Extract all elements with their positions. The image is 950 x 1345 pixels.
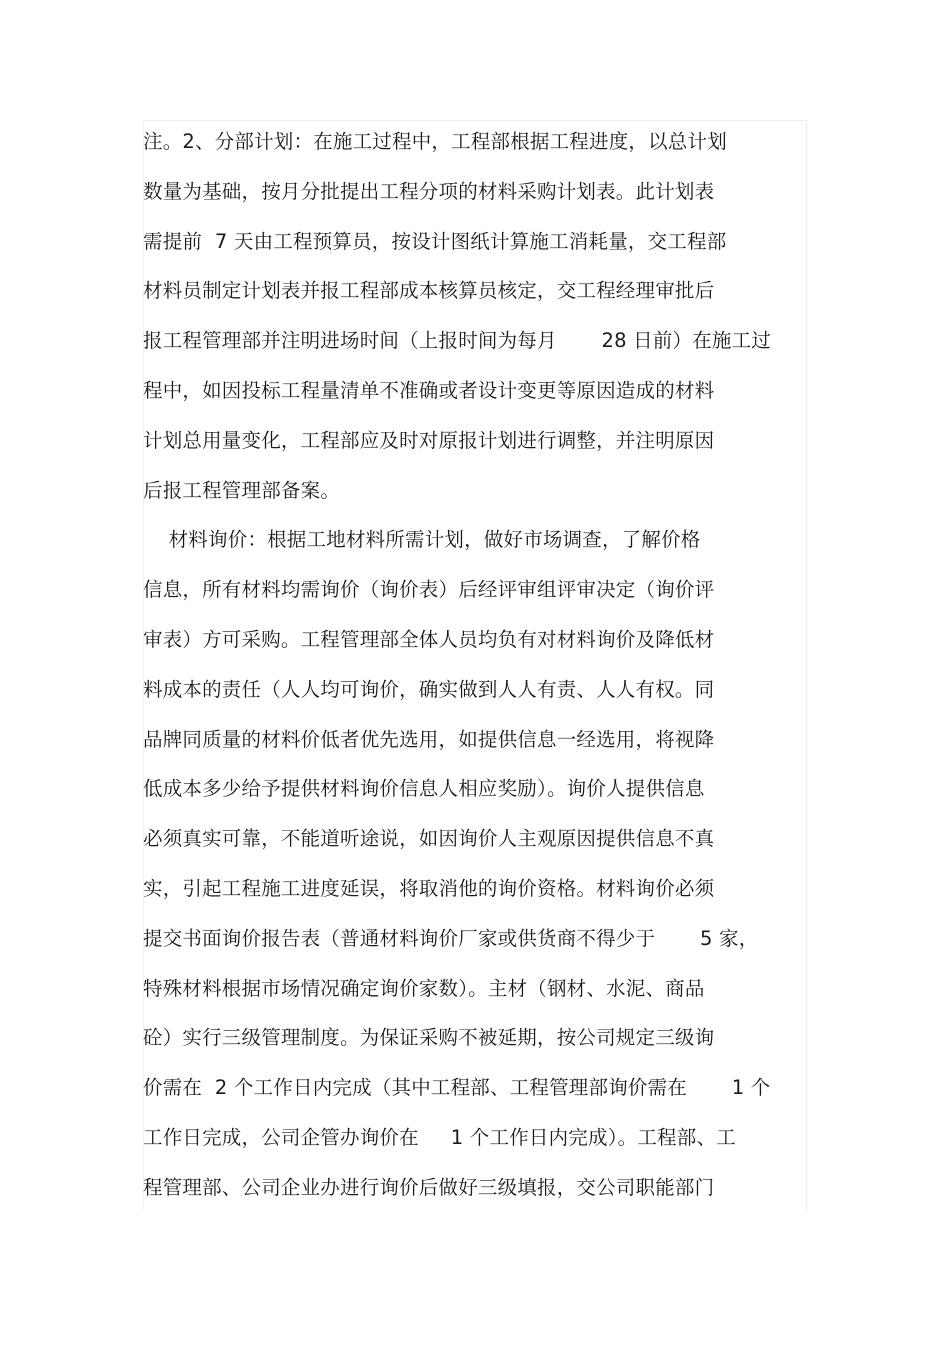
text-line: 程管理部、公司企业办进行询价后做好三级填报，交公司职能部门 — [143, 1175, 715, 1199]
text-line: 计划总用量变化，工程部应及时对原报计划进行调整，并注明原因 — [143, 428, 715, 452]
document-body — [143, 117, 808, 1213]
text-line: 信息，所有材料均需询价（询价表）后经评审组评审决定（询价评 — [143, 578, 715, 602]
text-line: 实，引起工程施工进度延误，将取消他的询价资格。材料询价必须 — [143, 876, 715, 900]
text-line: 后报工程管理部备案。 — [143, 478, 341, 502]
text-line: 低成本多少给予提供材料询价信息人相应奖励）。询价人提供信息 — [143, 777, 705, 801]
text-line: 品牌同质量的材料价低者优先选用，如提供信息一经选用，将视降 — [143, 727, 715, 751]
text-line: 报工程管理部并注明进场时间（上报时间为每月 28 日前）在施工过 — [143, 329, 772, 353]
text-line: 需提前 7 天由工程预算员，按设计图纸计算施工消耗量，交工程部 — [143, 229, 727, 253]
text-line: 材料询价：根据工地材料所需计划，做好市场调查，了解价格 — [143, 528, 701, 552]
text-line: 必须真实可靠，不能道听途说，如因询价人主观原因提供信息不真 — [143, 827, 715, 851]
text-line: 工作日完成，公司企管办询价在 1 个工作日内完成）。工程部、工 — [143, 1125, 736, 1149]
text-line: 料成本的责任（人人均可询价，确实做到人人有责、人人有权。同 — [143, 677, 715, 701]
text-line: 数量为基础，按月分批提出工程分项的材料采购计划表。此计划表 — [143, 179, 715, 203]
text-line: 程中，如因投标工程量清单不准确或者设计变更等原因造成的材料 — [143, 378, 715, 402]
text-line: 特殊材料根据市场情况确定询价家数）。主材（钢材、水泥、商品 — [143, 976, 705, 1000]
text-line: 砼）实行三级管理制度。为保证采购不被延期，按公司规定三级询 — [143, 1026, 715, 1050]
text-line: 价需在 2 个工作日内完成（其中工程部、工程管理部询价需在 1 个 — [143, 1076, 771, 1100]
text-line: 提交书面询价报告表（普通材料询价厂家或供货商不得少于 5 家， — [143, 926, 759, 950]
text-line: 材料员制定计划表并报工程部成本核算员核定，交工程经理审批后 — [143, 279, 715, 303]
text-line: 注。2、分部计划：在施工过程中，工程部根据工程进度，以总计划 — [143, 130, 727, 153]
text-line: 审表）方可采购。工程管理部全体人员均负有对材料询价及降低材 — [143, 627, 715, 651]
